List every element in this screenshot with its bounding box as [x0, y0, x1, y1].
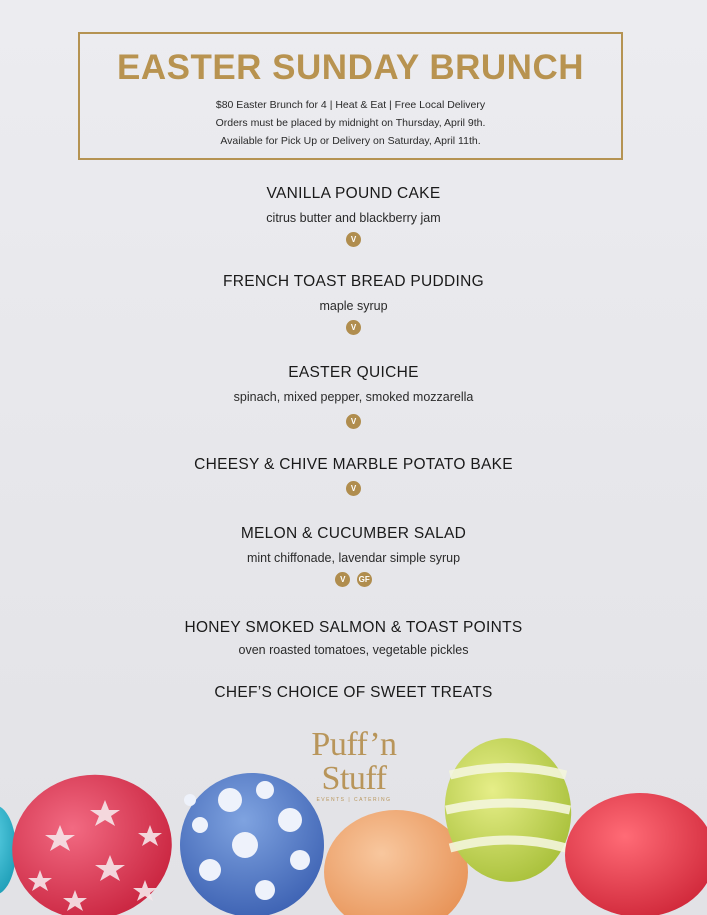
vegetarian-badge: V — [346, 414, 361, 429]
menu-item-description: mint chiffonade, lavendar simple syrup — [246, 551, 461, 565]
menu-item — [0, 619, 707, 657]
menu-item-name: MELON & CUCUMBER SALAD — [240, 525, 467, 542]
menu-item — [0, 364, 707, 429]
page-title: EASTER SUNDAY BRUNCH — [116, 48, 585, 87]
dietary-badges — [0, 319, 707, 335]
menu-item-name: VANILLA POUND CAKE — [266, 185, 441, 202]
menu-item-description: maple syrup — [319, 299, 388, 313]
menu-item-name: FRENCH TOAST BREAD PUDDING — [222, 273, 484, 290]
header-box — [78, 32, 623, 160]
vegetarian-badge: V — [346, 481, 361, 496]
menu-item — [0, 273, 707, 335]
menu-item-name: EASTER QUICHE — [288, 364, 419, 381]
offer-line: $80 Easter Brunch for 4 | Heat & Eat | Free Local Delivery — [215, 99, 486, 111]
dietary-badges — [0, 480, 707, 496]
logo-wordmark: Puff’n Stuff — [311, 726, 397, 797]
order-deadline-line: Orders must be placed by midnight on Thursday, April 9th. — [215, 117, 486, 129]
logo-tagline: EVENTS | CATERING — [316, 797, 392, 803]
vegetarian-badge: V — [335, 572, 350, 587]
dietary-badges — [0, 413, 707, 429]
menu-item — [0, 525, 707, 587]
menu-item-description: spinach, mixed pepper, smoked mozzarella — [233, 390, 474, 404]
gluten-free-badge: GF — [357, 572, 372, 587]
dietary-badges — [0, 231, 707, 247]
menu-item — [0, 185, 707, 247]
menu-item-description: oven roasted tomatoes, vegetable pickles — [238, 643, 469, 657]
brand-logo — [296, 728, 412, 803]
menu-item-name: CHEF’S CHOICE OF SWEET TREATS — [214, 684, 493, 701]
menu-item — [0, 456, 707, 496]
menu-item-name: HONEY SMOKED SALMON & TOAST POINTS — [184, 619, 523, 636]
vegetarian-badge: V — [346, 320, 361, 335]
menu-item-name: CHEESY & CHIVE MARBLE POTATO BAKE — [194, 456, 513, 473]
dietary-badges — [0, 571, 707, 587]
menu-item-description: citrus butter and blackberry jam — [266, 211, 441, 225]
pickup-line: Available for Pick Up or Delivery on Saturday, April 11th. — [220, 135, 481, 147]
menu-item — [0, 684, 707, 702]
vegetarian-badge: V — [346, 232, 361, 247]
